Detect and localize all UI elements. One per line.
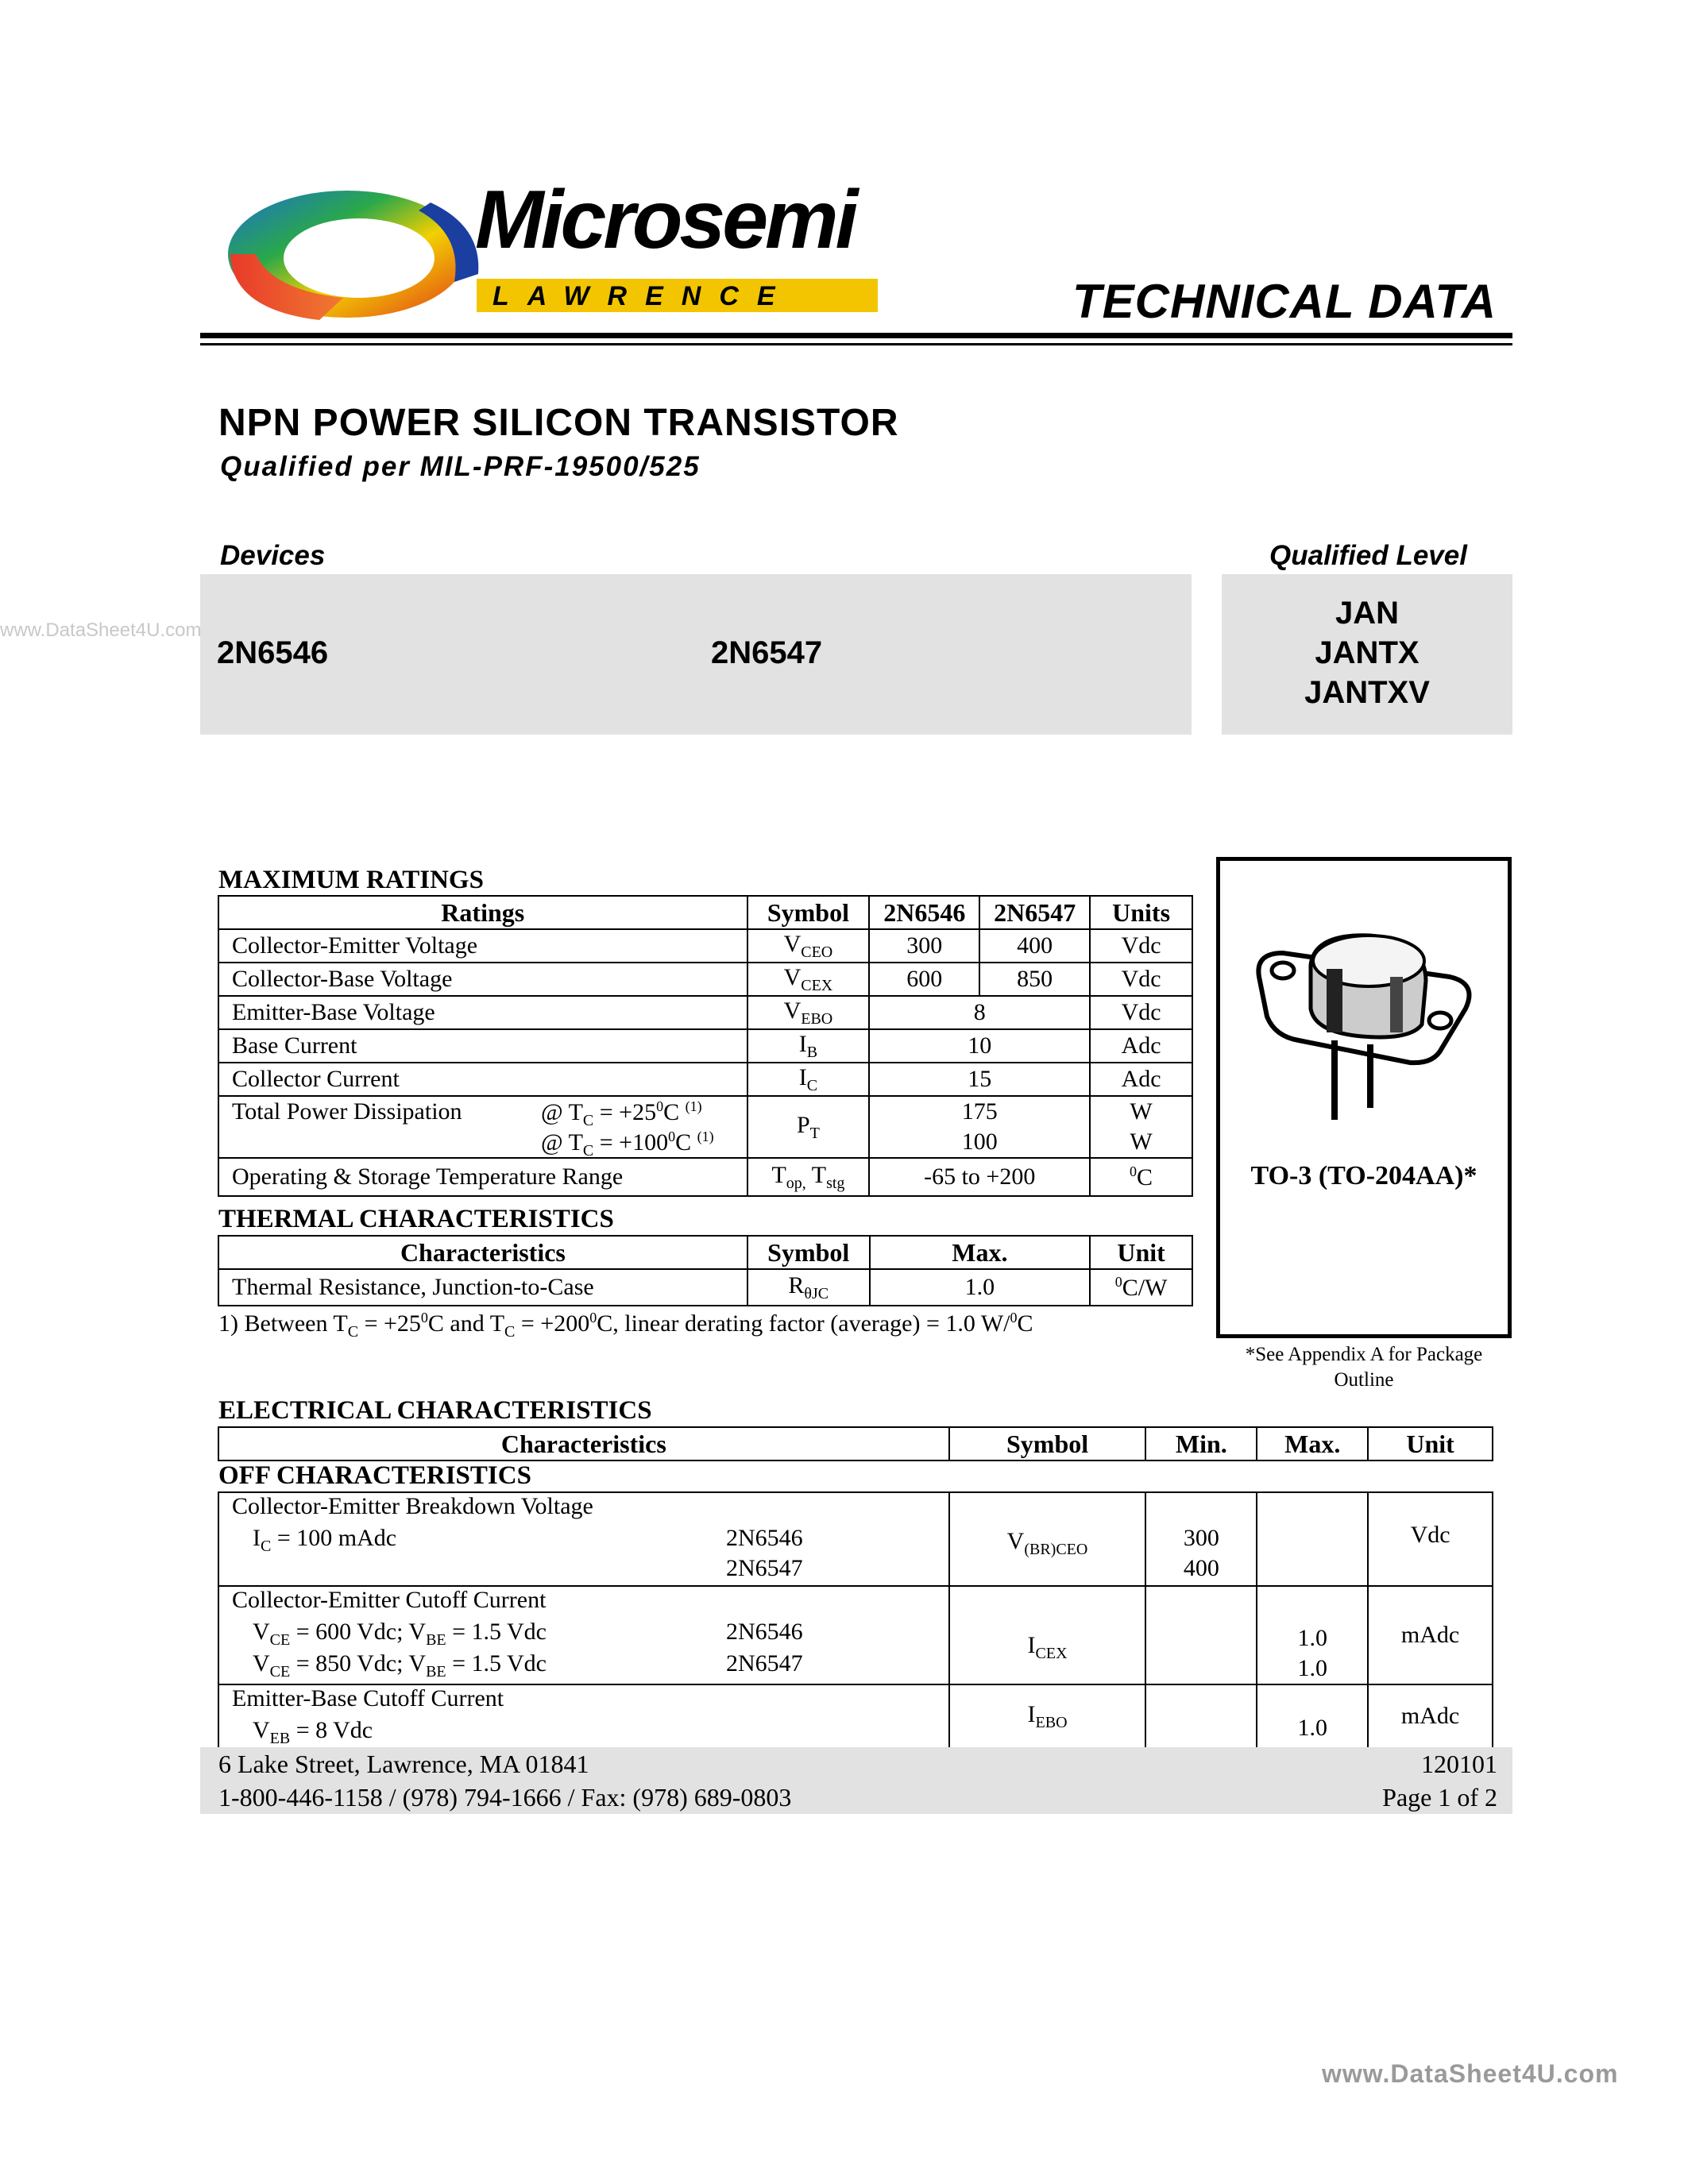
- rating-value-2n6546: 600: [869, 963, 979, 996]
- rating-name: Base Current: [218, 1029, 747, 1063]
- devices-label: Devices: [220, 540, 326, 571]
- watermark-left: www.DataSheet4U.com: [0, 619, 202, 641]
- device-2n6547: 2N6547: [711, 635, 823, 670]
- char-min: [1145, 1586, 1257, 1684]
- table-row: [218, 1586, 1493, 1684]
- rating-unit: Vdc: [1090, 929, 1192, 963]
- char-name: Emitter-Base Cutoff Current $V_{EB} = 8$ Vdc: [218, 1684, 949, 1748]
- rating-name: Collector-Base Voltage: [218, 963, 747, 996]
- rating-unit: Vdc: [1090, 963, 1192, 996]
- rating-name: Collector Current: [218, 1063, 747, 1096]
- table-row: [218, 1684, 1493, 1748]
- rating-name: Operating & Storage Temperature Range: [218, 1158, 747, 1196]
- char-symbol: $V_{(BR)CEO}$: [949, 1492, 1146, 1586]
- char-min: [1145, 1684, 1257, 1748]
- char-name: Collector-Emitter Cutoff Current $V_{CE} = 600$ Vdc; $V_{BE} = 1.5$ Vdc $V_{CE} = 850$ Vdc; $V_{BE} = 1.5$ Vdc 2N6546 2N6547: [218, 1586, 949, 1684]
- level-jantxv: JANTXV: [1304, 675, 1430, 710]
- table-row: [218, 1063, 1192, 1096]
- col-symbol: Symbol: [949, 1427, 1146, 1461]
- rating-symbol: $I_C$: [747, 1063, 870, 1096]
- table-row: [218, 1269, 1192, 1306]
- rating-unit: W W: [1090, 1096, 1192, 1158]
- char-symbol: $I_{EBO}$: [949, 1684, 1146, 1748]
- rating-value-2n6547: 850: [979, 963, 1090, 996]
- level-jan: JAN: [1335, 596, 1400, 631]
- rating-value-2n6547: 400: [979, 929, 1090, 963]
- col-max: Max.: [870, 1236, 1090, 1269]
- rating-symbol: $V_{EBO}$: [747, 996, 870, 1029]
- table-row: [218, 929, 1192, 963]
- rating-name: Emitter-Base Voltage: [218, 996, 747, 1029]
- off-characteristics-heading: OFF CHARACTERISTICS: [218, 1461, 531, 1490]
- col-2n6546: 2N6546: [869, 896, 979, 929]
- table-row: [218, 1158, 1192, 1196]
- rating-symbol: $I_B$: [747, 1029, 870, 1063]
- table-row: [218, 1096, 1192, 1158]
- device-2n6546: 2N6546: [217, 635, 329, 670]
- to3-package-icon: [1251, 921, 1481, 1128]
- max-ratings-heading: MAXIMUM RATINGS: [218, 866, 484, 894]
- rating-symbol: $T_{op,}$ $T_{stg}$: [747, 1158, 870, 1196]
- table-row: [218, 996, 1192, 1029]
- char-name: Collector-Emitter Breakdown Voltage $I_C = 100$ mAdc 2N6546 2N6547: [218, 1492, 949, 1586]
- logo-wordmark: Microsemi: [475, 174, 856, 266]
- thermal-name: Thermal Resistance, Junction-to-Case: [218, 1269, 747, 1306]
- rating-value-2n6546: 300: [869, 929, 979, 963]
- rating-symbol: $V_{CEO}$: [747, 929, 870, 963]
- col-ratings: Ratings: [218, 896, 747, 929]
- max-ratings-table: [218, 895, 1193, 1197]
- col-max: Max.: [1257, 1427, 1368, 1461]
- col-2n6547: 2N6547: [979, 896, 1090, 929]
- package-note: *See Appendix A for Package Outline: [1245, 1344, 1483, 1391]
- footer-phone: 1-800-446-1158 / (978) 794-1666 / Fax: (978) 689-0803: [218, 1783, 792, 1812]
- rating-symbol: $V_{CEX}$: [747, 963, 870, 996]
- table-row: [218, 1029, 1192, 1063]
- devices-box: [200, 574, 1192, 735]
- thermal-footnote: 1) Between $T_C = +25^0C$ and $T_C = +200^0C$, linear derating factor (average) = 1.0 W/$^0$C: [218, 1310, 1033, 1341]
- rating-value: 10: [869, 1029, 1090, 1063]
- table-row: [218, 963, 1192, 996]
- col-units: Units: [1090, 896, 1192, 929]
- rating-value: 175 100: [869, 1096, 1090, 1158]
- char-symbol: $I_{CEX}$: [949, 1586, 1146, 1684]
- col-symbol: Symbol: [747, 896, 870, 929]
- thermal-heading: THERMAL CHARACTERISTICS: [218, 1205, 614, 1233]
- thermal-table: [218, 1235, 1193, 1306]
- footer-page-number: Page 1 of 2: [1382, 1783, 1497, 1812]
- char-max: [1257, 1492, 1368, 1586]
- level-jantx: JANTX: [1315, 635, 1420, 670]
- package-caption: TO-3 (TO-204AA)*: [1250, 1161, 1477, 1190]
- col-unit: Unit: [1368, 1427, 1493, 1461]
- rating-value: -65 to +200: [869, 1158, 1090, 1196]
- char-min: 300 400: [1145, 1492, 1257, 1586]
- col-unit: Unit: [1090, 1236, 1192, 1269]
- thermal-symbol: $R_{\theta JC}$: [747, 1269, 870, 1306]
- col-min: Min.: [1145, 1427, 1257, 1461]
- rating-name: Collector-Emitter Voltage: [218, 929, 747, 963]
- rating-value: 8: [869, 996, 1090, 1029]
- thermal-unit: $^0$C/W: [1090, 1269, 1192, 1306]
- power-condition-2: @ $T_C = +100^0C$ $^{(1)}$: [541, 1129, 714, 1160]
- thermal-max: 1.0: [870, 1269, 1090, 1306]
- electrical-heading: ELECTRICAL CHARACTERISTICS: [218, 1396, 652, 1425]
- char-unit: mAdc: [1368, 1684, 1493, 1748]
- qualified-level-label: Qualified Level: [1269, 540, 1467, 571]
- header-rule-thick: [200, 333, 1512, 338]
- electrical-header-row: [218, 1427, 1493, 1461]
- page-title: NPN POWER SILICON TRANSISTOR: [218, 402, 899, 444]
- header-rule-thin: [200, 343, 1512, 345]
- electrical-header-table: [218, 1426, 1493, 1461]
- char-max: 1.0 1.0: [1257, 1586, 1368, 1684]
- rating-unit: Vdc: [1090, 996, 1192, 1029]
- rating-unit: $^0$C: [1090, 1158, 1192, 1196]
- rating-symbol: $P_T$: [747, 1096, 870, 1158]
- col-symbol: Symbol: [747, 1236, 870, 1269]
- page-subtitle: Qualified per MIL-PRF-19500/525: [220, 451, 701, 482]
- rating-value: 15: [869, 1063, 1090, 1096]
- rating-unit: Adc: [1090, 1029, 1192, 1063]
- thermal-header-row: [218, 1236, 1192, 1269]
- max-ratings-header-row: [218, 896, 1192, 929]
- document-type-title: TECHNICAL DATA: [1072, 275, 1497, 328]
- footer-code: 120101: [1421, 1750, 1497, 1778]
- footer-address: 6 Lake Street, Lawrence, MA 01841: [218, 1750, 589, 1778]
- table-row: [218, 1492, 1493, 1586]
- char-max: 1.0: [1257, 1684, 1368, 1748]
- power-condition-1: @ $T_C = +25^0C$ $^{(1)}$: [541, 1098, 702, 1129]
- off-characteristics-table: [218, 1491, 1493, 1749]
- logo-subtext: LAWRENCE: [492, 281, 794, 311]
- watermark-bottom: www.DataSheet4U.com: [1322, 2059, 1619, 2088]
- rating-name: Total Power Dissipation @ $T_C = +25^0C$ $^{(1)}$ @ $T_C = +100^0C$ $^{(1)}$: [218, 1096, 747, 1158]
- char-unit: mAdc: [1368, 1586, 1493, 1684]
- rating-unit: Adc: [1090, 1063, 1192, 1096]
- char-unit: Vdc: [1368, 1492, 1493, 1586]
- col-characteristics: Characteristics: [218, 1427, 949, 1461]
- col-characteristics: Characteristics: [218, 1236, 747, 1269]
